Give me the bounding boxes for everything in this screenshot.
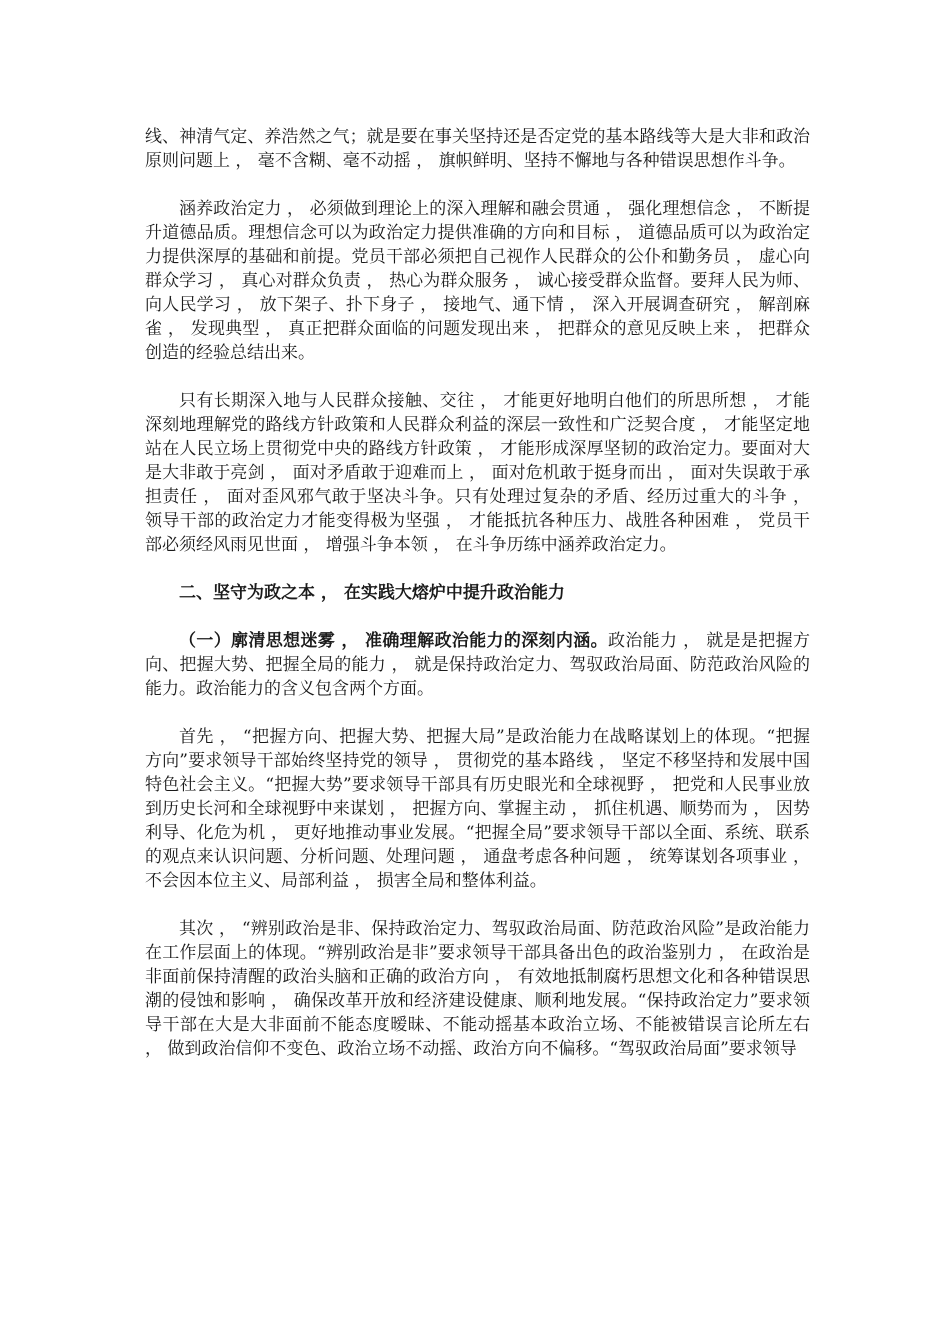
- paragraph-1: 线、神清气定、养浩然之气；就是要在事关坚持还是否定党的基本路线等大是大非和政治原则问题上 ， 毫不含糊、毫不动摇 ， 旗帜鲜明、坚持不懈地与各种错误思想作斗争。: [145, 127, 810, 171]
- paragraph-3: 只有长期深入地与人民群众接触、交往 ， 才能更好地明白他们的所思所想 ， 才能深刻地理解党的路线方针政策和人民群众利益的深层一致性和广泛契合度 ， 才能坚定地站在人民立场上贯彻党中央的路线方针政策 ， 才能形成深厚坚韧的政治定力。要面对大是大非敢于亮剑 ， 面对矛盾敢于迎难而上 ， 面对危机敢于挺身而出 ， 面对失误敢于承担责任 ， 面对歪风邪气敢于坚决斗争。只有处理过复杂的矛盾、经历过重大的斗争 ， 领导干部的政治定力才能变得极为坚强 ， 才能抵抗各种压力、战胜各种困难 ， 党员干部必须经风雨见世面 ， 增强斗争本领 ， 在斗争历练中涵养政治定力。: [145, 391, 810, 555]
- paragraph-4: [145, 629, 810, 701]
- paragraph-5: 首先 ， “把握方向、把握大势、把握大局”是政治能力在战略谋划上的体现。“把握方向”要求领导干部始终坚持党的领导 ， 贯彻党的基本路线 ， 坚定不移坚持和发展中国特色社会主义。“把握大势”要求领导干部具有历史眼光和全球视野 ， 把党和人民事业放到历史长河和全球视野中来谋划 ， 把握方向、掌握主动 ， 抓住机遇、顺势而为 ， 因势利导、化危为机 ， 更好地推动事业发展。“把握全局”要求领导干部以全面、系统、联系的观点来认识问题、分析问题、处理问题 ， 通盘考虑各种问题 ， 统筹谋划各项事业 ， 不会因本位主义、局部利益 ， 损害全局和整体利益。: [145, 727, 810, 891]
- section-heading-2: 二、坚守为政之本 ， 在实践大熔炉中提升政治能力: [179, 583, 565, 603]
- paragraph-4-body: 政治能力 ， 就是是把握方向、把握大势、把握全局的能力 ， 就是保持政治定力、驾驭政治局面、防范政治风险的能力。政治能力的含义包含两个方面。: [145, 631, 810, 699]
- paragraph-2: 涵养政治定力 ， 必须做到理论上的深入理解和融会贯通 ， 强化理想信念 ， 不断提升道德品质。理想信念可以为政治定力提供准确的方向和目标 ， 道德品质可以为政治定力提供深厚的基础和前提。党员干部必须把自己视作人民群众的公仆和勤务员 ， 虚心向群众学习 ， 真心对群众负责 ， 热心为群众服务 ， 诚心接受群众监督。要拜人民为师、向人民学习 ， 放下架子、扑下身子 ， 接地气、通下情 ， 深入开展调查研究 ， 解剖麻雀 ， 发现典型 ， 真正把群众面临的问题发现出来 ， 把群众的意见反映上来 ， 把群众创造的经验总结出来。: [145, 199, 810, 363]
- document-body: [145, 125, 810, 1085]
- paragraph-6: 其次 ， “辨别政治是非、保持政治定力、驾驭政治局面、防范政治风险”是政治能力在工作层面上的体现。“辨别政治是非”要求领导干部具备出色的政治鉴别力 ， 在政治是非面前保持清醒的政治头脑和正确的政治方向 ， 有效地抵制腐朽思想文化和各种错误思潮的侵蚀和影响 ， 确保改革开放和经济建设健康、顺利地发展。“保持政治定力”要求领导干部在大是大非面前不能态度暧昧、不能动摇基本政治立场、不能被错误言论所左右 ， 做到政治信仰不变色、政治立场不动摇、政治方向不偏移。“驾驭政治局面”要求领导: [145, 919, 810, 1059]
- subsection-lead: （一）廓清思想迷雾 ， 准确理解政治能力的深刻内涵。: [179, 631, 608, 651]
